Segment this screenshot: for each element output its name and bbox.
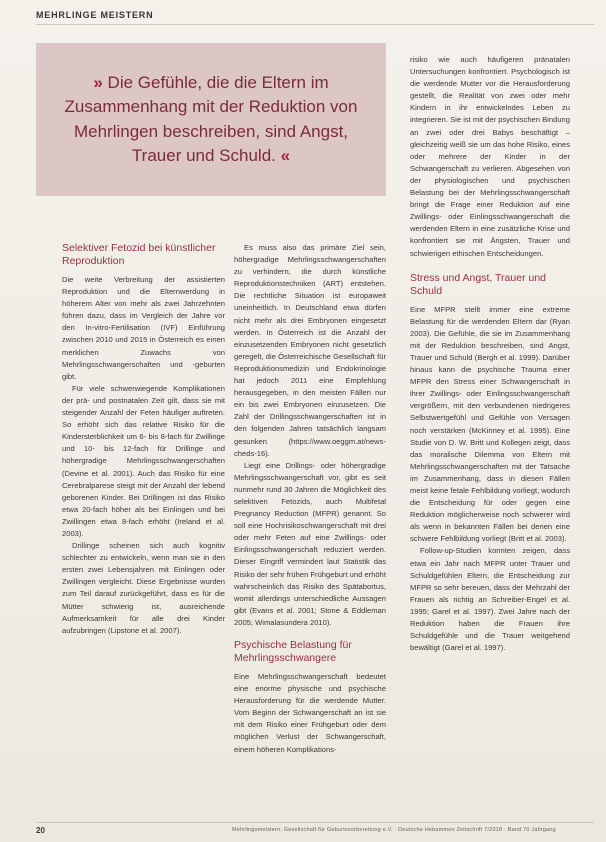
section-heading: Selektiver Fetozid bei künstlicher Reproduktion bbox=[62, 242, 216, 267]
paragraph: Eine Mehrlingsschwangerschaft bedeutet eine enorme physische und psychische Herausforderung für die werdende Mutter. Vom Beginn der Schwangerschaft an ist sie mit dem Risiko einer Frühgeburt oder dem möglichen Verlust der Schwangerschaft, einem höheren Komplikations- bbox=[234, 672, 386, 754]
paragraph: Es muss also das primäre Ziel sein, höhergradige Mehrlingsschwangerschaften zu verhindern, die durch künstliche Reproduktionstechniken (ART) entstehen. Die rechtliche Situation ist europaweit uneinheitlich. In Deutschland etwa dürfen nicht mehr als drei Embryonen eingesetzt werden. In Österreich ist die Anzahl der einzusetzenden Embryonen nicht gesetzlich geregelt, die Österreichische Gesellschaft für Reproduktionsmedizin und Endokrinologie hat jedoch 2011 eine Empfehlung herausgegeben, in den meisten Fällen nur ein bis zwei Embryonen einzusetzen. Die Zahl der Drillingsschwangerschaften ist in den folgenden Jahren tatsächlich langsam gesunken (https://www.oeggm.at/news-cheds-16). bbox=[234, 243, 386, 458]
quote-close-mark: « bbox=[280, 145, 291, 165]
section-heading: Stress und Angst, Trauer und Schuld bbox=[410, 271, 546, 297]
paragraph: Drillinge scheinen sich auch kognitiv schlechter zu entwickeln, wenn man sie in den ersten zwei Lebensjahren mit Einlingen oder Zwillingen vergleicht. Diese Ergebnisse wurden zum Teil darauf zurückgeführt, dass es für die Mütter schwierig ist, ausreichende Aufmerksamkeit für alle drei Kinder aufzubringen (Lipstone et al. 2007). bbox=[62, 541, 225, 635]
header-rule bbox=[36, 24, 594, 25]
text-column-3 bbox=[410, 54, 570, 654]
page-number: 20 bbox=[36, 826, 45, 835]
footer-citation: Mehrlingsmeistern. Gesellschaft für Geburtsvorbereitung e.V. · Deutsche Hebammen Zeitschrift 7/2018 · Band 70 Jahrgang bbox=[232, 827, 556, 833]
pull-quote bbox=[36, 71, 386, 168]
paragraph: Liegt eine Drillings- oder höhergradige Mehrlingsschwangerschaft vor, gibt es seit nunmehr rund 30 Jahren die Möglichkeit des selektiven Fetozids, auch Multifetal Pregnancy Reduction (MFPR) genannt. So soll eine Hochrisikoschwangerschaft mit drei oder mehr Feten auf eine Zwillings- oder Einlingsschwangerschaft reduziert werden. Dieser Eingriff vermindert laut Statistik das Risiko der sehr frühen Frühgeburt und erhöht wahrscheinlich das Risiko des Spätabortus, womit allerdings unterschiedliche Aussagen gibt (Evans et al. 2001; Stone & Eddleman 2005; Wimalasundera 2010). bbox=[234, 460, 386, 627]
footer-rule bbox=[36, 822, 594, 823]
quote-open-mark: » bbox=[93, 73, 103, 93]
paragraph: Die weite Verbreitung der assistierten Reproduktion und die Elternwerdung in höherem Alter von mehr als zwei Jahrzehnten führen dazu, dass im Vergleich der Jahre vor den In-vitro-Fertilisation (IVF) Einführung zwischen 2010 und 2015 in Österreich es einen merklichen Zuwachs von Mehrlingsschwangerschaften und -geburten gibt. bbox=[62, 275, 225, 381]
text-column-1 bbox=[62, 242, 225, 637]
paragraph: risiko wie auch häufigeren pränatalen Untersuchungen konfrontiert. Psychologisch ist die werdende Mutter vor die Herausforderung gestellt, die Realität von zwei oder mehr Kindern in ihr entwickelndes Leben zu integrieren. Sie ist mit der psychischen Bindung an zwei oder drei Babys beschäftigt – gleichzeitig weiß sie um das hohe Risiko, eines oder mehrere der Kinder in der Schwangerschaft zu verlieren. Abgesehen von der physiologischen und psychischen Belastung bei der Mehrlingsschwangerschaft bringt die Frage einer Reduktion auf eine Zwillings- oder Einlingsschwangerschaft die werdenden Eltern in eine zusätzliche Krise und konfrontiert sie mit Ängsten, Trauer und schwierigen ethischen Entscheidungen. bbox=[410, 55, 570, 258]
paragraph: Follow-up-Studien konnten zeigen, dass etwa ein Jahr nach MFPR unter Trauer und Schuldgefühlen Eltern, die Entscheidung zur MFPR so sehr bereuen, dass der Mehrzahl der Frauen als richtig an Schreiber-Engel et al. 1995; Garel et al. 1997). Zwei Jahre nach der Reduktion haben die Frauen ihre Schuldgefühle und die Trauer weitgehend bewältigt (Garel et al. 1997). bbox=[410, 546, 570, 653]
pull-quote-text: Die Gefühle, die die Eltern im Zusammenhang mit der Reduktion von Mehrlingen beschreiben, sind Angst, Trauer und Schuld. bbox=[64, 73, 358, 165]
paragraph: Eine MFPR stellt immer eine extreme Belastung für die werdenden Eltern dar (Ryan 2003). Die Gefühle, die sie im Zusammenhang mit der Reduktion beschreiben, sind Angst, Trauer und Schuld (Bergh et al. 1999). Darüber hinaus kann die psychische Trauma einer MFPR den Stress einer Schwangerschaft in ihrer Zwillings- oder Einlingsschwangerschaft vergrößern, mit den verbundenen niedrigeres Selbstwertgefühl und Gefühle von Versagen noch verstärken (McKinney et al. 1995). Eine Studie von D. W. Britt und Kollegen zeigt, dass das moralische Dilemma von Eltern mit Mehrlingsschwangerschaften mit der Tatsache im Zusammenhang, dass in diesen Fällen meist keine fetale Fehlbildung vorliegt, wodurch die Entscheidung für oder gegen eine Reduktion möglicherweise noch schwerer wird als wenn in bekannten Fällen bei denen eine schwere Fehlbildung vorliegt (Britt et al. 2003). bbox=[410, 304, 570, 544]
text-column-2 bbox=[234, 242, 386, 756]
paragraph: Für viele schwerwiegende Komplikationen der prä- und postnatalen Zeit gilt, dass sie mit steigender Anzahl der Feten häufiger auftreten. So erhöht sich das relative Risiko für die Kindersterblichkeit um 6- bis 8-fach für Zwillinge und 10- bis 12-fach für Drillinge und höhergradige Mehrlingsschwangerschaften (Devine et al. 2001). Auch das Risiko für eine Cerebralparese steigt mit der Anzahl der lebend geborenen Kinder. Bei Drillingen ist das Risiko etwa 20-fach höher als bei Einlingen und bei Zwillingen etwa 8-fach erhöht (Ireland et al. 2003). bbox=[62, 383, 225, 538]
pull-quote-box bbox=[36, 43, 386, 196]
running-head: MEHRLINGE MEISTERN bbox=[36, 10, 154, 20]
section-heading: Psychische Belastung für Mehrlingsschwangere bbox=[234, 639, 352, 664]
